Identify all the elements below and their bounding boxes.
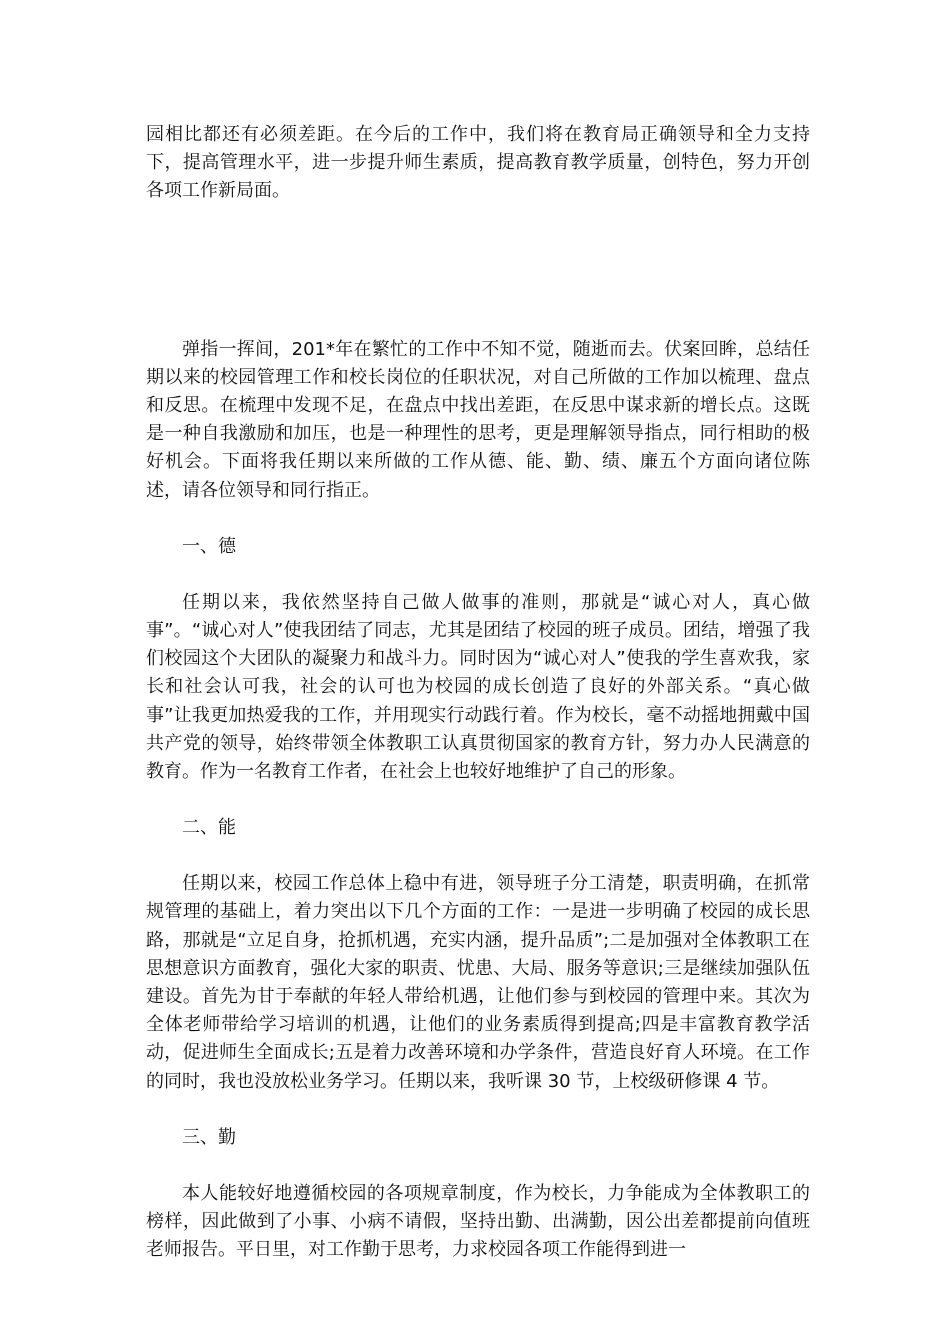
- paragraph-qin: 本人能较好地遵循校园的各项规章制度，作为校长，力争能成为全体教职工的榜样，因此做到了小事、小病不请假，坚持出勤、出满勤，因公出差都提前向值班老师报告。平日里，对工作勤于思考，力求校园各项工作能得到进一: [146, 1182, 810, 1261]
- paragraph-intro: 弹指一挥间，201*年在繁忙的工作中不知不觉，随逝而去。伏案回眸，总结任期以来的校园管理工作和校长岗位的任职状况，对自己所做的工作加以梳理、盘点和反思。在梳理中发现不足，在盘点中找出差距，在反思中谋求新的增长点。这既是一种自我激励和加压，也是一种理性的思考，更是理解领导指点，同行相助的极好机会。下面将我任期以来所做的工作从德、能、勤、绩、廉五个方面向诸位陈述，请各位领导和同行指正。: [146, 338, 810, 501]
- paragraph-conclusion: 园相比都还有必须差距。在今后的工作中，我们将在教育局正确领导和全力支持下，提高管理水平，进一步提升师生素质，提高教育教学质量，创特色，努力开创各项工作新局面。: [146, 124, 810, 202]
- heading-neng: 二、能: [182, 817, 236, 839]
- document-body: [146, 121, 810, 1264]
- paragraph-gap: [146, 842, 810, 870]
- paragraph-gap: [146, 505, 810, 533]
- paragraph-gap: [146, 1096, 810, 1124]
- paragraph-gap: [146, 561, 810, 589]
- heading-de: 一、德: [182, 535, 236, 557]
- heading-qin: 三、勤: [182, 1126, 236, 1148]
- paragraph-gap: [146, 786, 810, 814]
- paragraph-de: 任期以来，我依然坚持自己做人做事的准则，那就是“诚心对人，真心做事”。“诚心对人”使我团结了同志，尤其是团结了校园的班子成员。团结，增强了我们校园这个大团队的凝聚力和战斗力。同时因为“诚心对人”使我的学生喜欢我，家长和社会认可我，社会的认可也为校园的成长创造了良好的外部关系。“真心做事”让我更加热爱我的工作，并用现实行动践行着。作为校长，毫不动摇地拥戴中国共产党的领导，始终带领全体教职工认真贯彻国家的教育方针，努力办人民满意的教育。作为一名教育工作者，在社会上也较好地维护了自己的形象。: [146, 591, 810, 783]
- paragraph-neng: 任期以来，校园工作总体上稳中有进，领导班子分工清楚，职责明确，在抓常规管理的基础上，着力突出以下几个方面的工作：一是进一步明确了校园的成长思路，那就是“立足自身，抢抓机遇，充实内涵，提升品质”;二是加强对全体教职工在思想意识方面教育，强化大家的职责、忧患、大局、服务等意识;三是继续加强队伍建设。首先为甘于奉献的年轻人带给机遇，让他们参与到校园的管理中来。其次为全体老师带给学习培训的机遇，让他们的业务素质得到提高;四是丰富教育教学活动，促进师生全面成长;五是着力改善环境和办学条件，营造良好育人环境。在工作的同时，我也没放松业务学习。任期以来，我听课 30 节，上校级研修课 4 节。: [146, 873, 810, 1092]
- paragraph-gap: [146, 1152, 810, 1180]
- section-gap: [146, 206, 810, 336]
